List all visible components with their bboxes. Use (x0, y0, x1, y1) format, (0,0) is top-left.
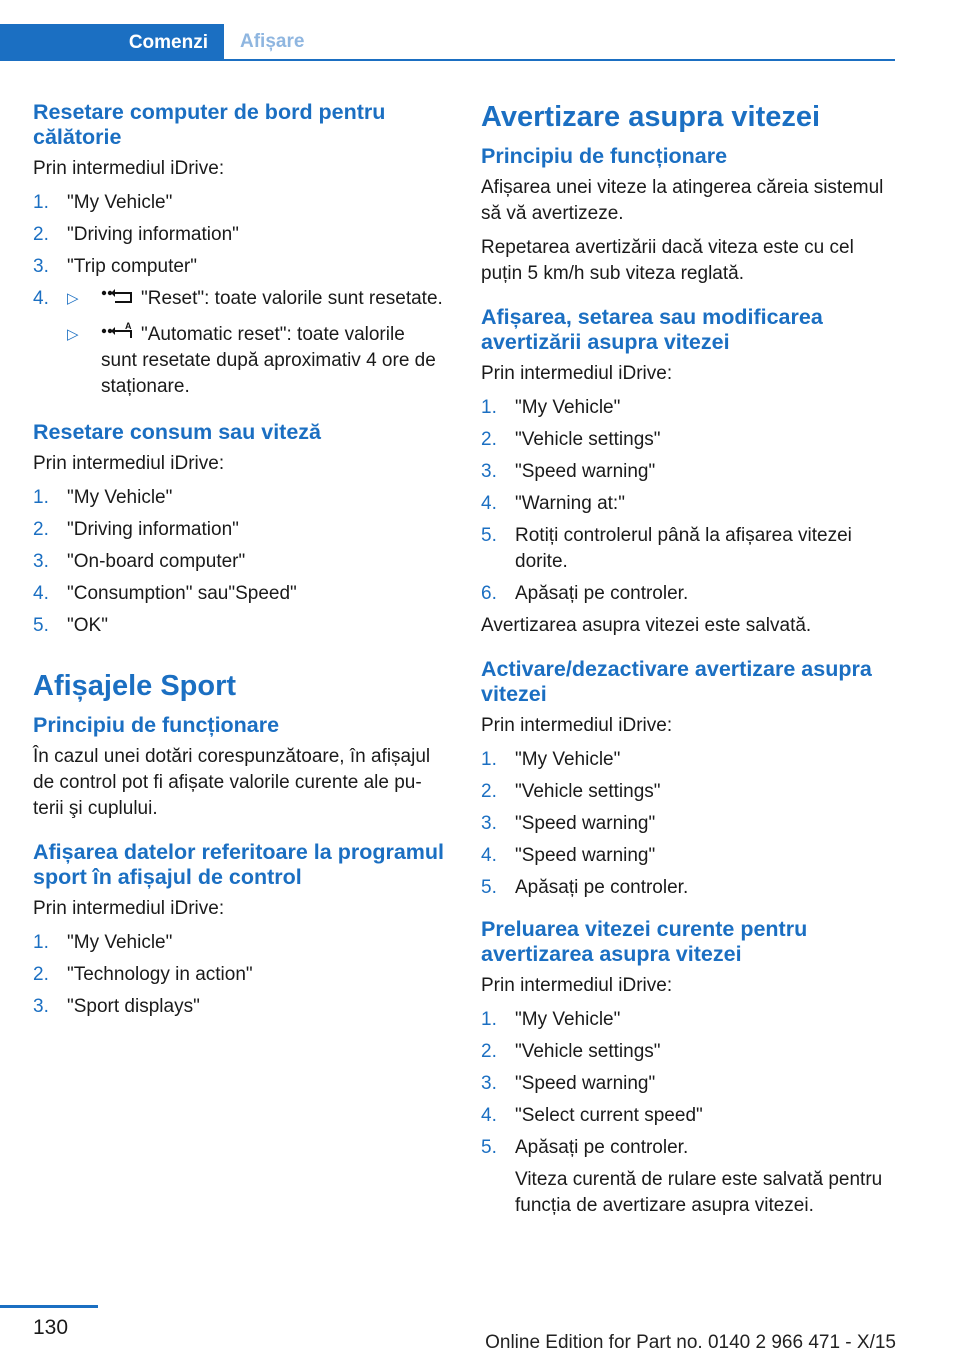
list-item: 2. "Driving information" (33, 519, 239, 541)
list-item: 4. "Speed warning" (481, 845, 656, 866)
body-text: Repetarea avertizării dacă viteza este cu cel puțin 5 km/h sub viteza reglată. (481, 237, 854, 284)
list-item: 6. Apăsați pe controler. (481, 583, 689, 604)
header-bar (0, 24, 895, 61)
list-item: 5. "OK" (33, 615, 108, 637)
body-text: Avertizarea asupra vitezei este salvată. (481, 615, 812, 636)
triangle-bullet-icon: ▷ (67, 326, 79, 344)
list-item: 5. Apăsați pe controler. (481, 877, 689, 898)
list-item: 3. "Trip computer" (33, 256, 197, 277)
sub-item-auto-reset: ▷ A "Automatic reset": toate valorile sunt resetate după aproximativ 4 ore de staționare. (67, 322, 436, 398)
section-title: Principiu de funcționare (481, 144, 728, 168)
tab-comenzi[interactable]: Comenzi (0, 24, 224, 61)
list-item: 2. "Vehicle settings" (481, 429, 661, 450)
page-number: 130 (33, 1316, 69, 1339)
intro-text: Prin intermediul iDrive: (481, 975, 673, 996)
footer-divider (0, 1305, 98, 1308)
list-item: 1. "My Vehicle" (481, 1009, 621, 1030)
section-title: Activare/dezactivare avertizare asupra vitezei (481, 657, 872, 706)
sub-item-reset: ▷ "Reset": toate valorile sunt resetate. (67, 286, 445, 312)
section-title: Resetare consum sau viteză (33, 420, 321, 445)
steps-list (481, 1007, 896, 1219)
body-text: Afișarea unei viteze la atingerea căreia sistemul să vă avertizeze. (481, 177, 884, 224)
section-title: Afișarea datelor referitoare la programul sport în afișajul de control (33, 840, 445, 890)
list-item: 1. "My Vehicle" (33, 932, 173, 954)
section-title: Preluarea vitezei curente pentru avertizarea asupra vitezei (481, 917, 808, 966)
intro-text: Prin intermediul iDrive: (33, 898, 225, 920)
list-item: 2. "Technology in action" (33, 964, 253, 986)
left-column (33, 100, 445, 1026)
reset-arrow-icon (101, 286, 135, 312)
svg-text:A: A (125, 322, 132, 332)
list-item: 5. Rotiți controlerul până la afișarea vitezei dorite. (481, 525, 852, 572)
list-item: 2. "Vehicle settings" (481, 781, 661, 802)
list-item: 3. "Sport displays" (33, 996, 200, 1018)
section-title: Afișarea, setarea sau modificarea avertizării asupra vitezei (481, 305, 823, 354)
intro-text: Prin intermediul iDrive: (481, 715, 673, 736)
list-item: 4. "Consumption" sau"Speed" (33, 583, 297, 605)
automatic-reset-icon (101, 322, 135, 348)
list-item: 1. "My Vehicle" (33, 192, 173, 213)
list-item: 5. Apăsați pe controler. Viteza curentă de rulare este salvată pentru funcția de avertizare asupra vitezei. (481, 1135, 896, 1219)
footer-edition-text: Online Edition for Part no. 0140 2 966 471 - X/15 (485, 1332, 896, 1353)
list-item: 1. "My Vehicle" (481, 397, 621, 418)
list-item: 1. "My Vehicle" (481, 749, 621, 770)
steps-list (481, 395, 896, 607)
chapter-title: Afișajele Sport (33, 670, 237, 703)
steps-list (481, 747, 896, 901)
step-note: Viteza curentă de rulare este salvată pentru funcția de avertizare asupra vitezei. (515, 1169, 883, 1216)
triangle-bullet-icon: ▷ (67, 290, 79, 307)
body-text: În cazul unei dotări corespunzătoare, în afișajul de control pot fi afișate valorile curente ale puterii şi cuplului. (33, 746, 431, 820)
list-item: 1. "My Vehicle" (33, 487, 173, 509)
header-divider (0, 59, 895, 61)
section-title: Resetare computer de bord pentru călătorie (33, 100, 386, 149)
intro-text: Prin intermediul iDrive: (481, 363, 673, 384)
list-item: 4. "Select current speed" (481, 1105, 703, 1126)
list-item: 4. ▷ "Reset": toate valorile sunt resetate. ▷ A "Automatic reset": toate valorile sunt resetate după aproximativ 4 ore de staționare. (33, 286, 445, 400)
sub-list (67, 286, 445, 400)
tab-afisare[interactable]: Afișare (240, 30, 305, 52)
steps-list (33, 485, 445, 639)
list-item: 2. "Vehicle settings" (481, 1041, 661, 1062)
section-title: Principiu de funcționare (33, 713, 280, 738)
steps-list (33, 190, 445, 400)
list-item: 3. "Speed warning" (481, 461, 656, 482)
right-column (481, 100, 896, 1225)
steps-list (33, 930, 445, 1020)
list-item: 2. "Driving information" (33, 224, 239, 245)
list-item: 3. "Speed warning" (481, 1073, 656, 1094)
list-item: 4. "Warning at:" (481, 493, 625, 514)
list-item: 3. "On-board computer" (33, 551, 246, 573)
chapter-title: Avertizare asupra vitezei (481, 101, 821, 133)
intro-text: Prin intermediul iDrive: (33, 158, 225, 179)
list-item: 3. "Speed warning" (481, 813, 656, 834)
intro-text: Prin intermediul iDrive: (33, 453, 225, 475)
